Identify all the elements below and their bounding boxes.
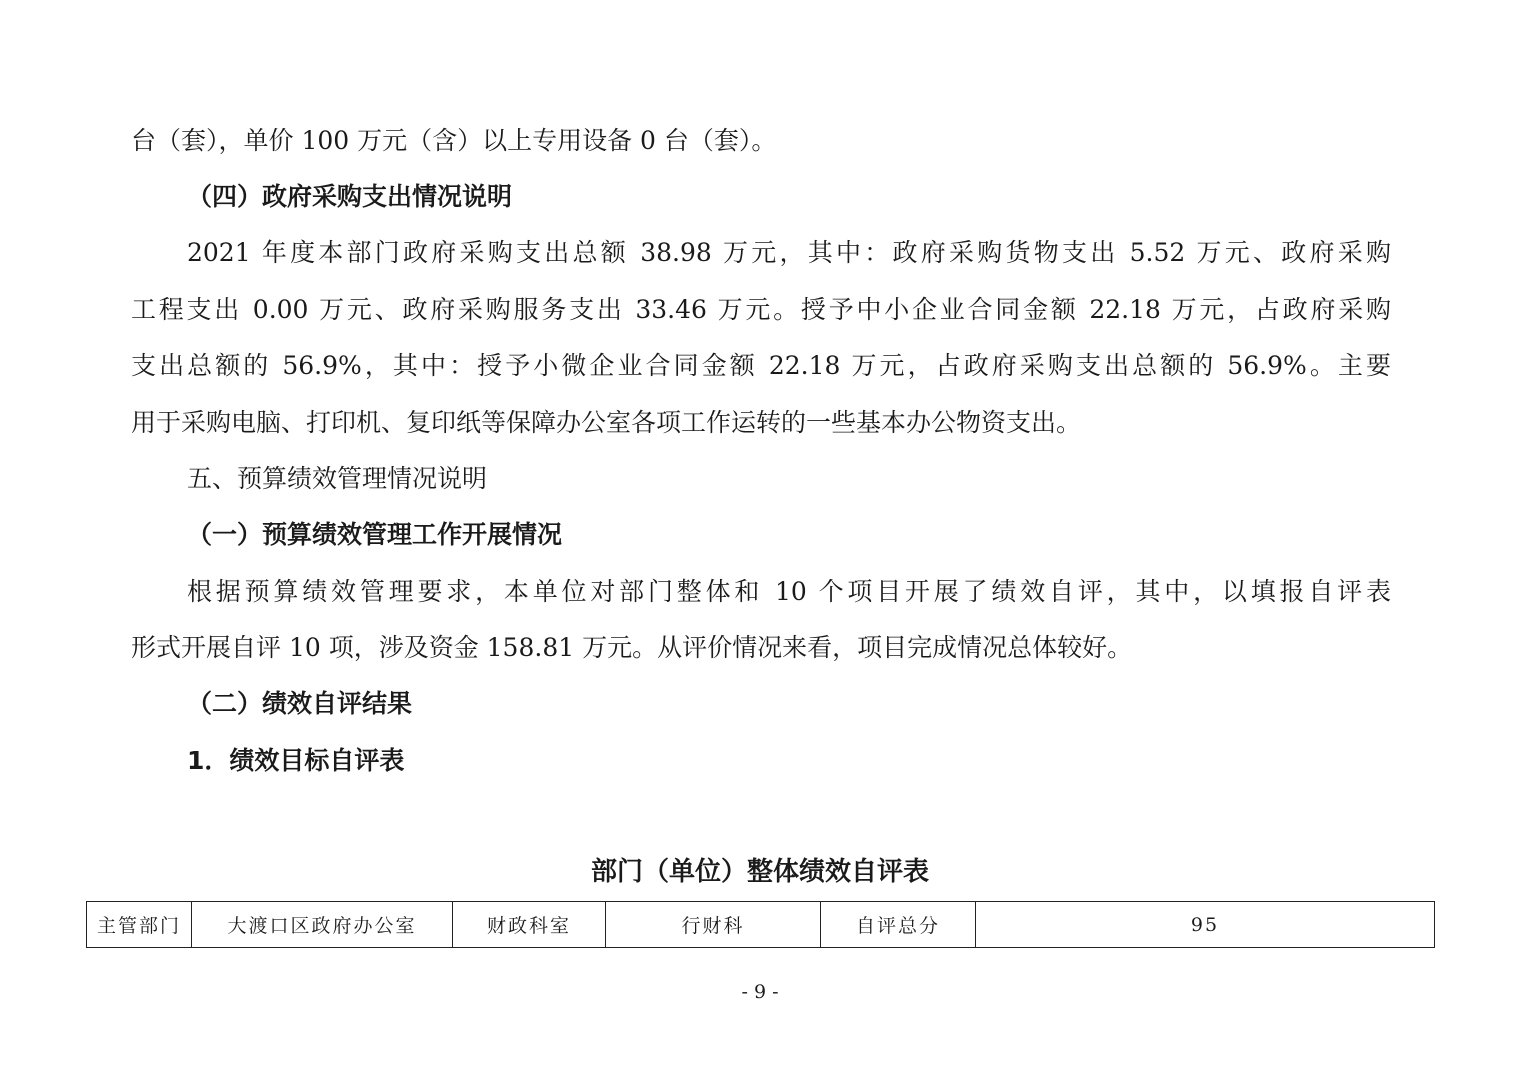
paragraph-line: 根据预算绩效管理要求，本单位对部门整体和 10 个项目开展了绩效自评，其中，以填报自评表 (187, 577, 1391, 606)
table-row (87, 902, 1435, 948)
table-cell-section-name: 行财科 (606, 902, 821, 948)
table-cell-section: 财政科室 (453, 902, 606, 948)
page-number: - 9 - (741, 981, 779, 1003)
subsection-heading-2: （二）绩效自评结果 (187, 689, 413, 718)
paragraph-line: 形式开展自评 10 项，涉及资金 158.81 万元。从评价情况来看，项目完成情况总体较好。 (131, 633, 1133, 662)
table-cell-label-score: 自评总分 (821, 902, 976, 948)
section-heading-gov-procurement: （四）政府采购支出情况说明 (187, 182, 513, 211)
table-title: 部门（单位）整体绩效自评表 (590, 857, 929, 887)
paragraph-line: 2021 年度本部门政府采购支出总额 38.98 万元，其中：政府采购货物支出 5.52 万元、政府采购 (187, 238, 1391, 267)
paragraph-line: 支出总额的 56.9%，其中：授予小微企业合同金额 22.18 万元，占政府采购支出总额的 56.9%。主要 (131, 351, 1391, 380)
paragraph-line: 台（套），单价 100 万元（含）以上专用设备 0 台（套）。 (131, 126, 777, 155)
table-cell-dept: 大渡口区政府办公室 (192, 902, 453, 948)
subsection-heading-1: （一）预算绩效管理工作开展情况 (187, 520, 563, 549)
item-heading-1: 1．绩效目标自评表 (187, 746, 405, 775)
performance-table (86, 901, 1435, 948)
paragraph-line: 工程支出 0.00 万元、政府采购服务支出 33.46 万元。授予中小企业合同金额 22.18 万元，占政府采购 (131, 295, 1391, 324)
section-heading-5: 五、预算绩效管理情况说明 (187, 464, 488, 493)
table-cell-score: 95 (976, 902, 1435, 948)
table-cell-label-dept: 主管部门 (87, 902, 192, 948)
paragraph-line: 用于采购电脑、打印机、复印纸等保障办公室各项工作运转的一些基本办公物资支出。 (131, 408, 1082, 437)
